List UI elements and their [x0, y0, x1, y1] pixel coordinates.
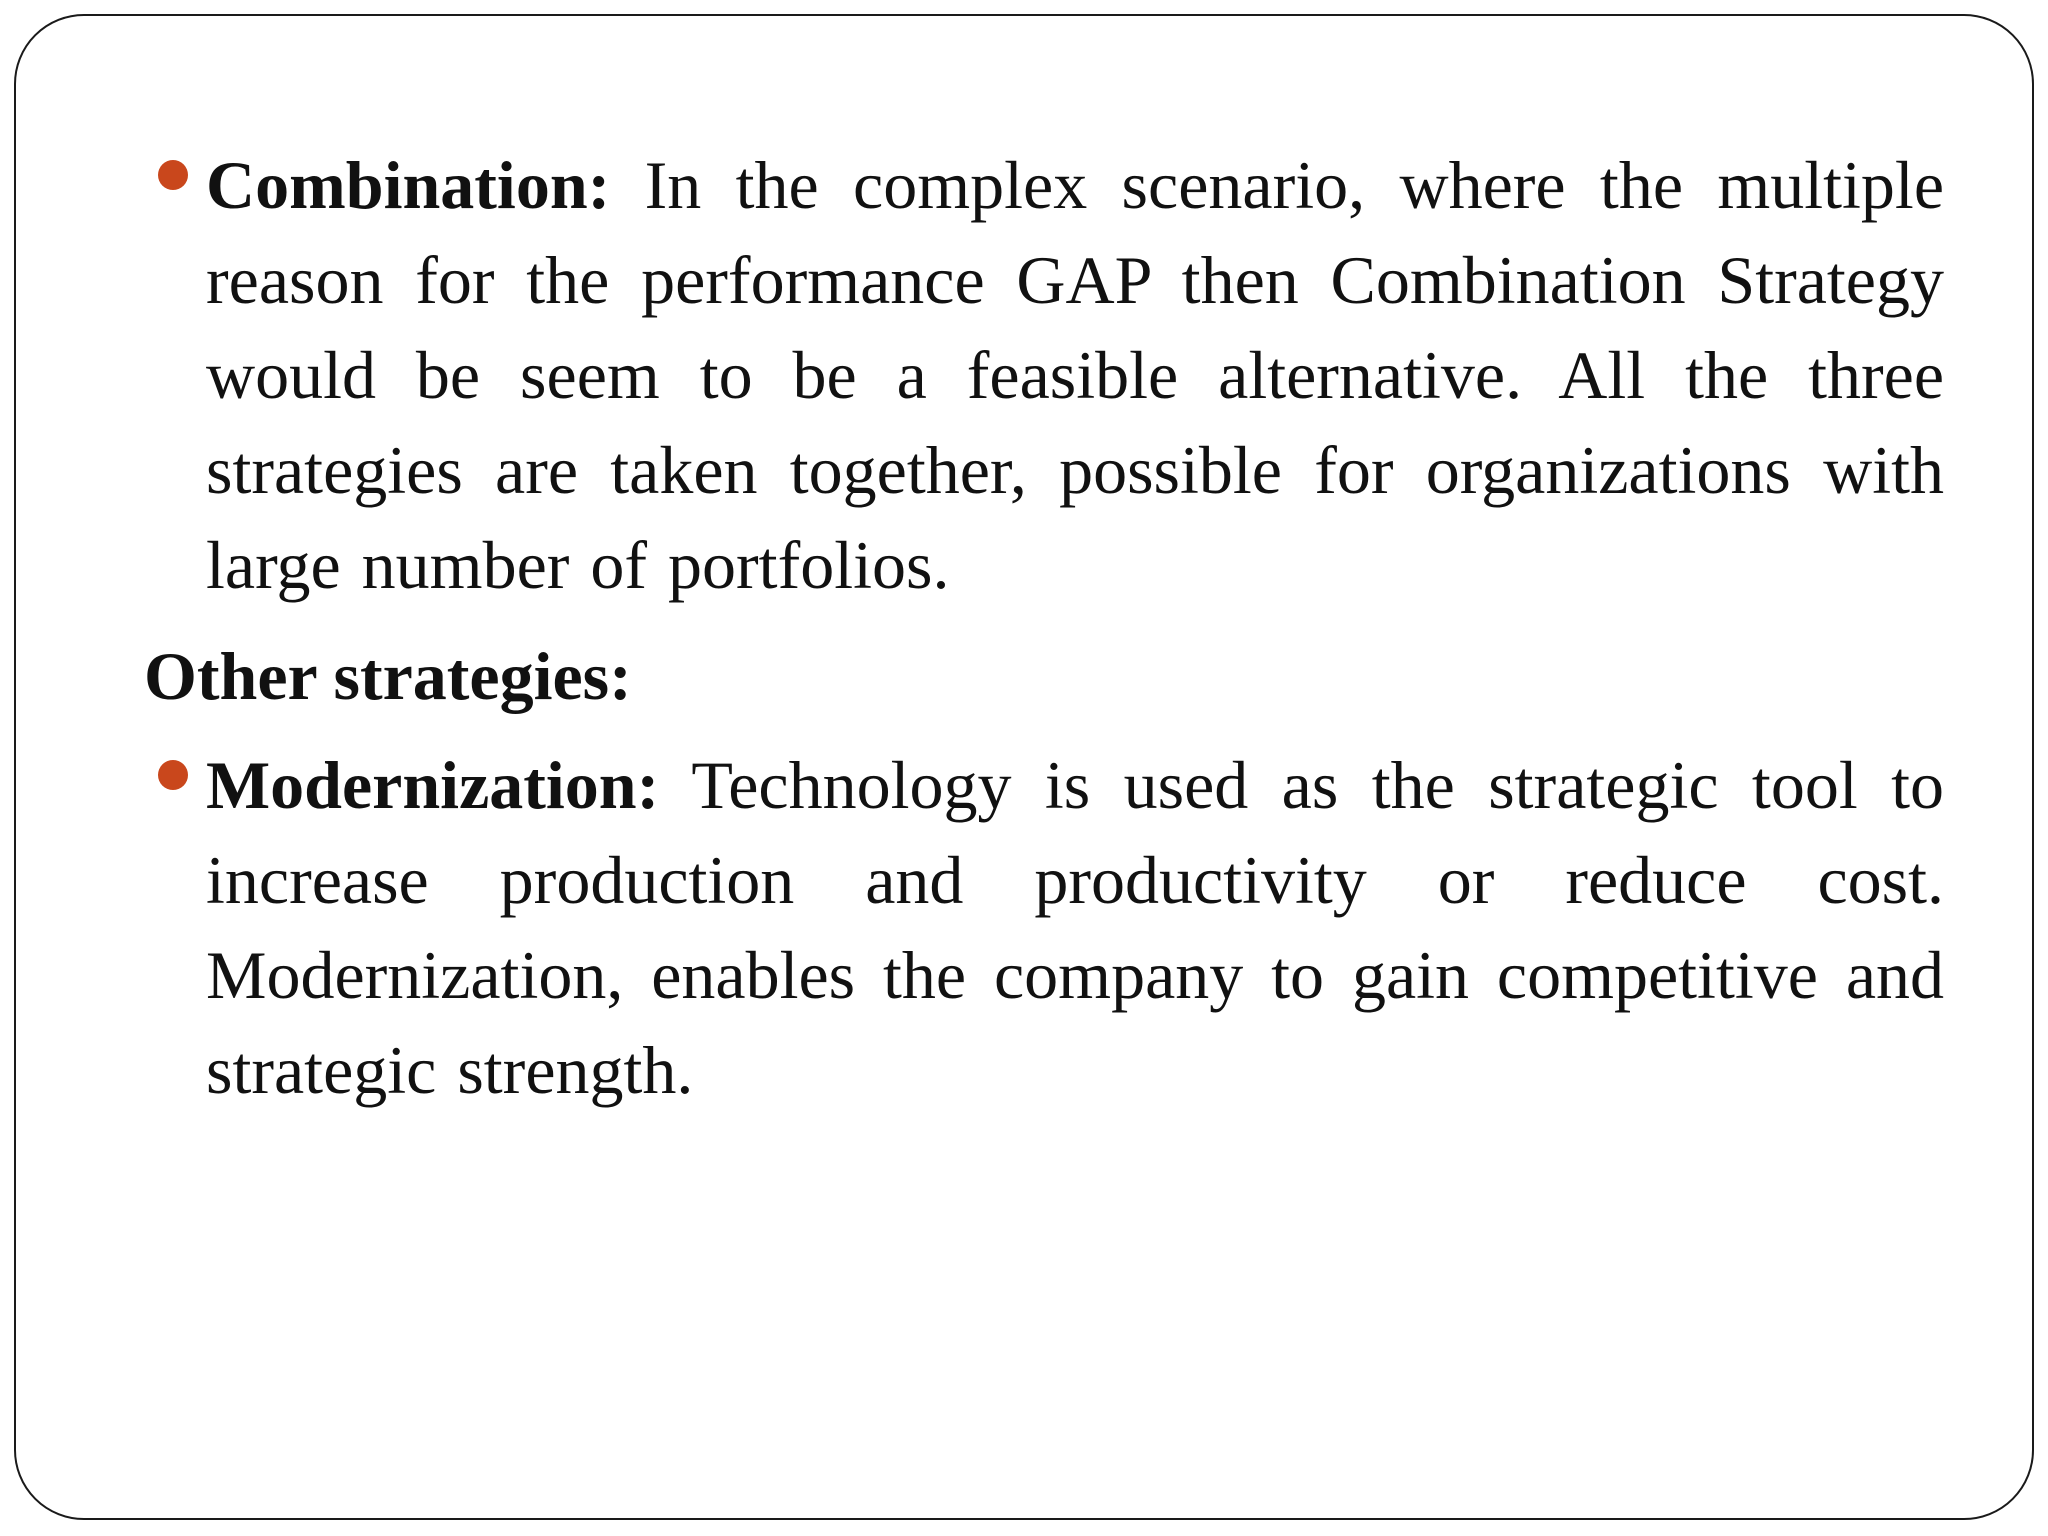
slide-content	[144, 138, 1944, 1118]
slide-frame	[14, 14, 2034, 1520]
bullet-term: Combination:	[206, 147, 611, 223]
section-heading: Other strategies:	[144, 638, 632, 714]
bullet-modernization	[144, 738, 1944, 1118]
bullet-combination	[144, 138, 1944, 613]
bullet-dot-icon	[158, 160, 188, 190]
bullet-text: Technology is used as the strategic tool to increase production and productivity or reduce cost. Modernization, enables the company to gain competitive and strategic strength.	[206, 747, 1944, 1108]
bullet-text: In the complex scenario, where the multiple reason for the performance GAP then Combination Strategy would be seem to be a feasible alternative. All the three strategies are taken together, possible for organizations with large number of portfolios.	[206, 147, 1944, 603]
bullet-term: Modernization:	[206, 747, 660, 823]
bullet-dot-icon	[158, 760, 188, 790]
